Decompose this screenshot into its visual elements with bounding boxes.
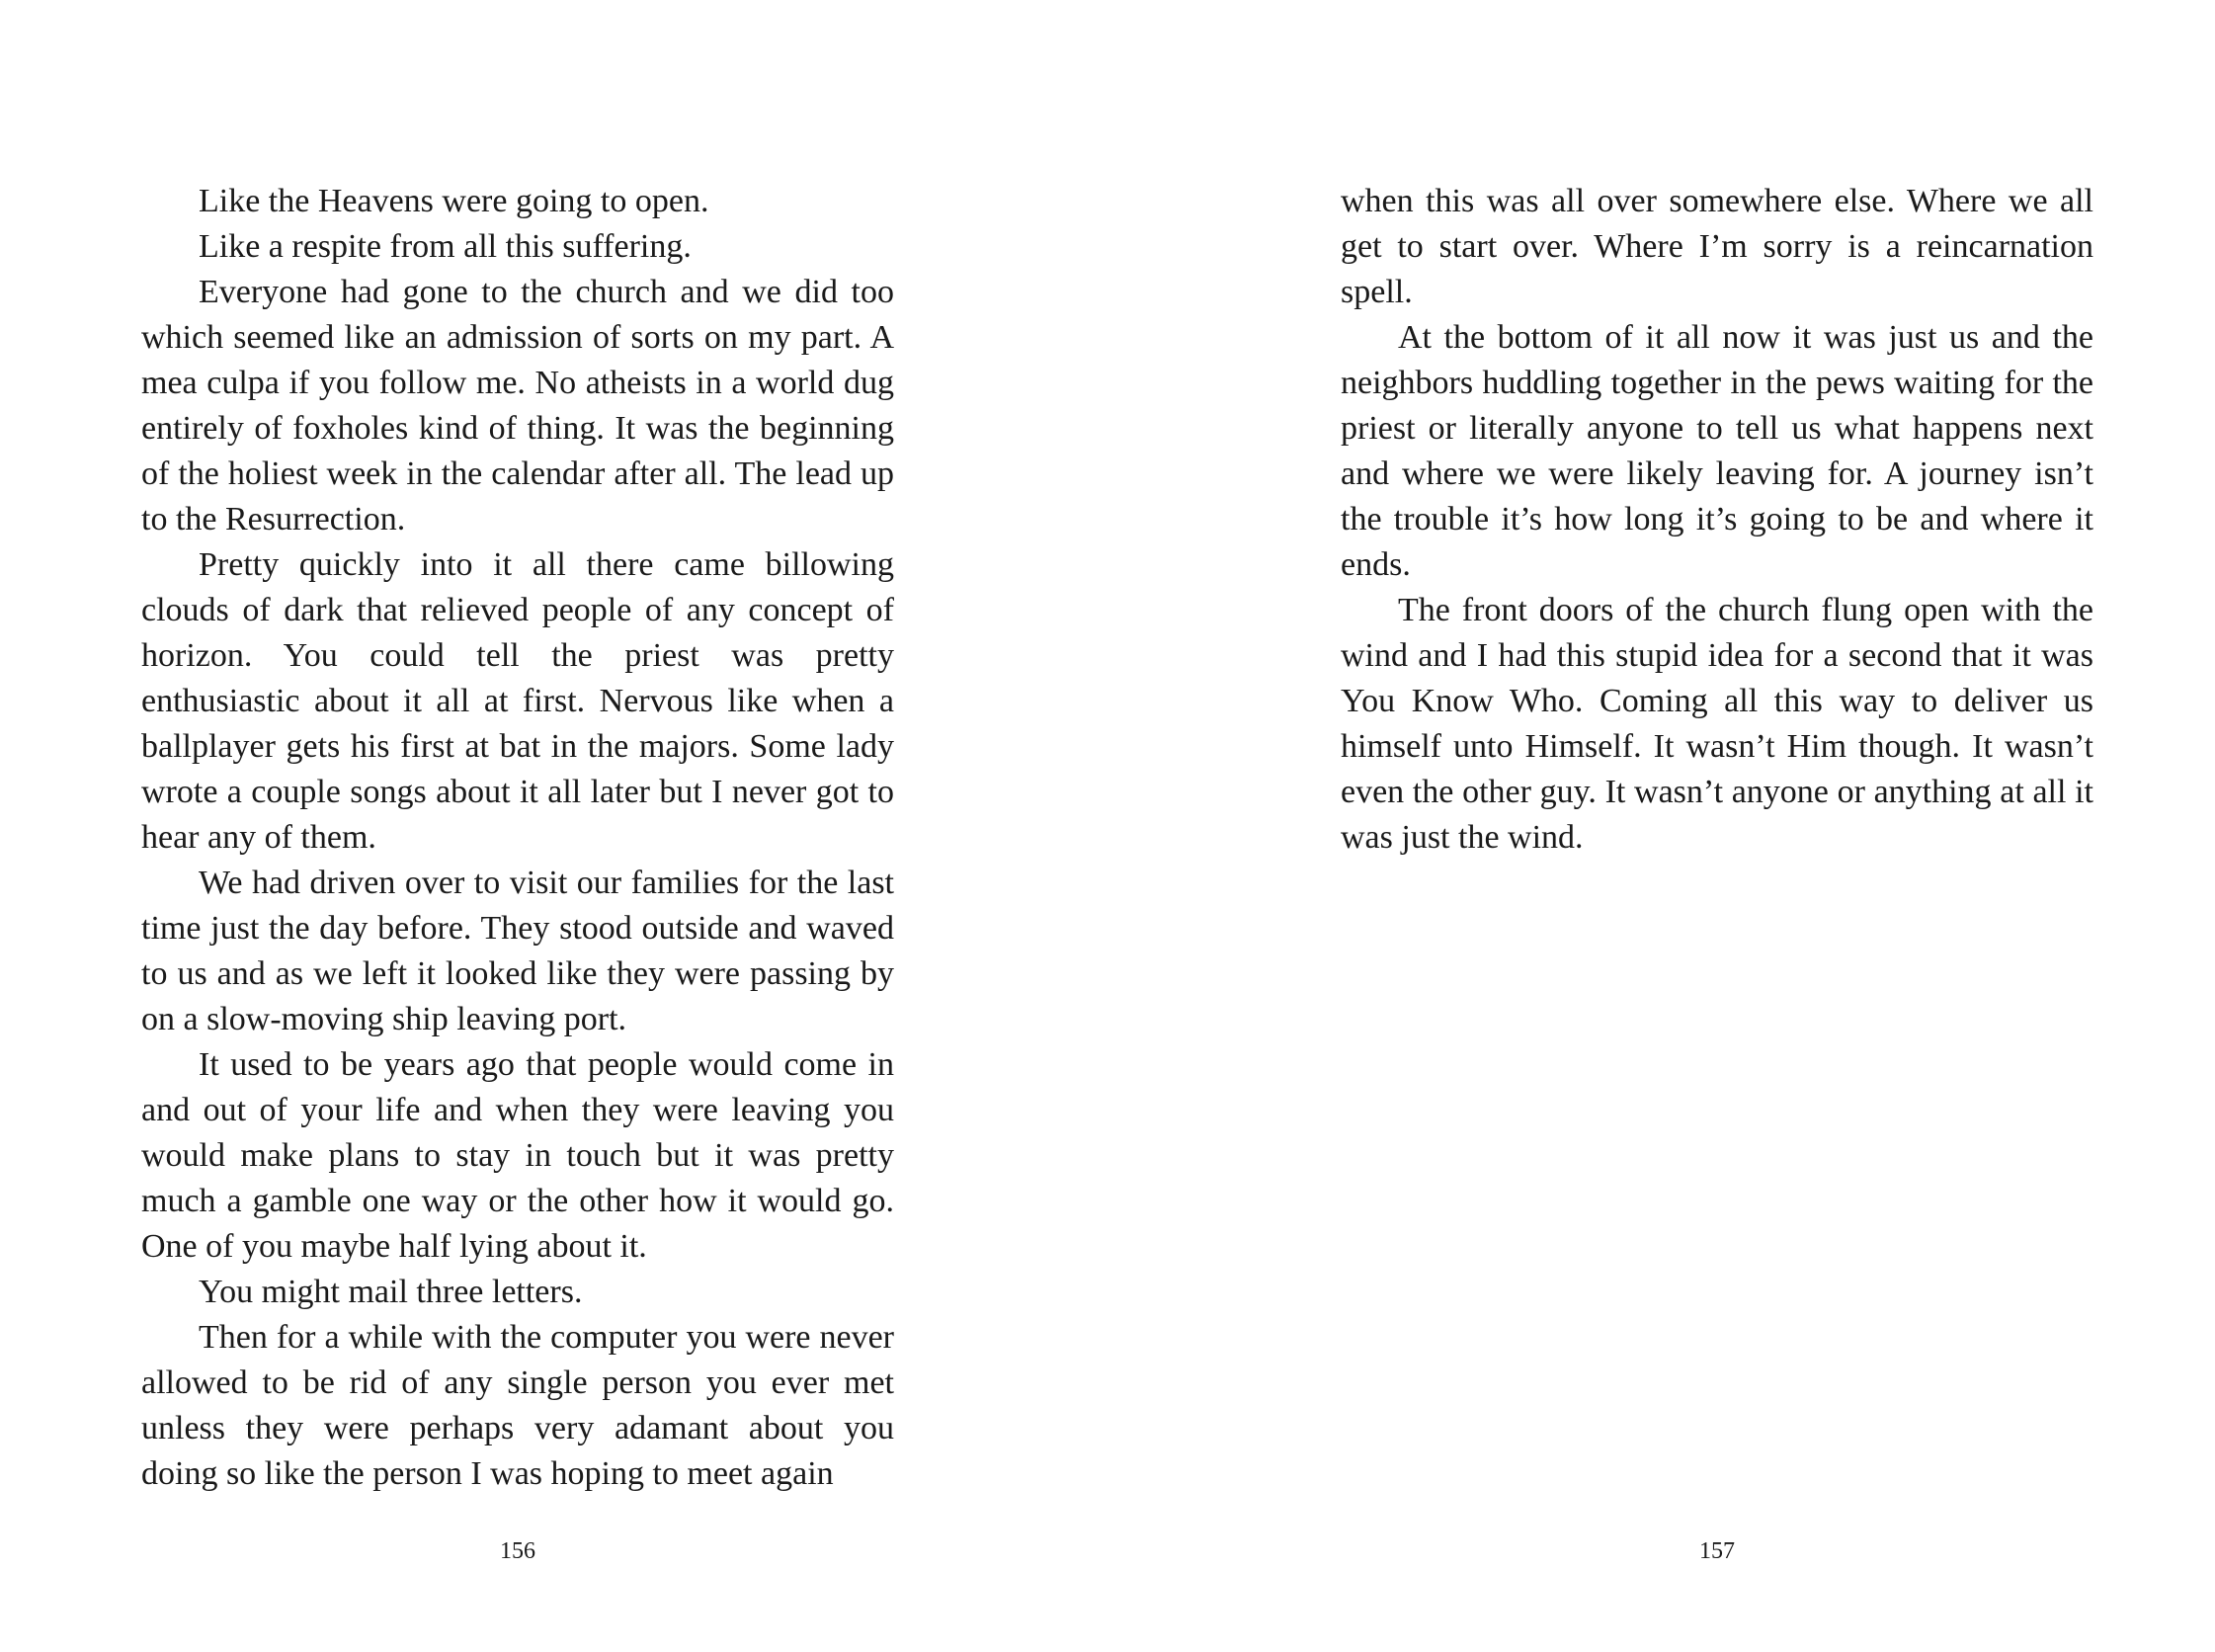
paragraph: Then for a while with the computer you were never allowed to be rid of any single person you ever met unless they were perhaps very adamant about you doing so like the person I was hoping to meet again	[141, 1319, 894, 1492]
paragraph: Like the Heavens were going to open.	[199, 183, 709, 219]
right-page-text	[1341, 179, 2093, 861]
paragraph: Pretty quickly into it all there came billowing clouds of dark that relieved people of any concept of horizon. You could tell the priest was pretty enthusiastic about it all at first. Nervous like when a ballplayer gets his first at bat in the majors. Some lady wrote a couple songs about it all later but I never got to hear any of them.	[141, 546, 894, 856]
paragraph: We had driven over to visit our families for the last time just the day before. They stood outside and waved to us and as we left it looked like they were passing by on a slow-moving ship leaving port.	[141, 865, 894, 1037]
paragraph: Like a respite from all this suffering.	[199, 228, 692, 265]
paragraph: At the bottom of it all now it was just us and the neighbors huddling together in the pews waiting for the priest or literally anyone to tell us what happens next and where we were likely leaving for. A journey isn’t the trouble it’s how long it’s going to be and where it ends.	[1341, 319, 2093, 583]
left-page-text	[141, 179, 894, 1497]
paragraph: Everyone had gone to the church and we did too which seemed like an admission of sorts on my part. A mea culpa if you follow me. No atheists in a world dug entirely of foxholes kind of thing. It was the beginning of the holiest week in the calendar after all. The lead up to the Resurrection.	[141, 274, 894, 537]
paragraph: You might mail three letters.	[199, 1274, 583, 1310]
paragraph: The front doors of the church flung open with the wind and I had this stupid idea for a second that it was You Know Who. Coming all this way to deliver us himself unto Himself. It wasn’t Him though. It wasn’t even the other guy. It wasn’t anyone or anything at all it was just the wind.	[1341, 592, 2093, 856]
right-page	[1108, 0, 2215, 1652]
continued-paragraph: when this was all over somewhere else. Where we all get to start over. Where I’m sorry is a reincarnation spell.	[1341, 183, 2093, 310]
paragraph: It used to be years ago that people would come in and out of your life and when they were leaving you would make plans to stay in touch but it was pretty much a gamble one way or the other how it would go. One of you maybe half lying about it.	[141, 1046, 894, 1265]
page-number: 156	[500, 1538, 535, 1564]
page-number: 157	[1699, 1538, 1735, 1564]
